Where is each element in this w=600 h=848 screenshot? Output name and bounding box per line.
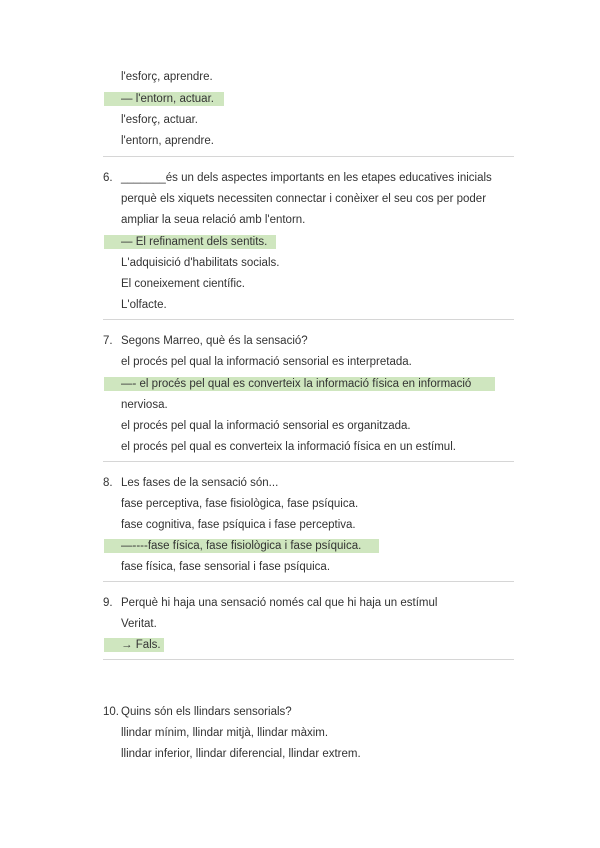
separator	[103, 581, 514, 582]
q9-option-2-correct: → Fals.	[121, 639, 161, 651]
q7-option-4: el procés pel qual es converteix la informació física en un estímul.	[121, 441, 456, 453]
q8-option-3-correct: —----fase física, fase fisiològica i fase psíquica.	[121, 540, 362, 552]
q7-question: Segons Marreo, què és la sensació?	[121, 335, 308, 347]
q5-option-3: l'esforç, actuar.	[121, 114, 198, 126]
q7-option-2-continued: nerviosa.	[121, 399, 168, 411]
q10-option-2: llindar inferior, llindar diferencial, llindar extrem.	[121, 748, 361, 760]
q6-text-line-2: perquè els xiquets necessiten connectar i conèixer el seu cos per poder	[121, 193, 487, 205]
q10-question: Quins són els llindars sensorials?	[121, 706, 292, 718]
q8-option-2: fase cognitiva, fase psíquica i fase perceptiva.	[121, 519, 356, 531]
q6-option-4: L'olfacte.	[121, 299, 167, 311]
q10-option-1: llindar mínim, llindar mitjà, llindar màxim.	[121, 727, 329, 739]
q8-option-4: fase física, fase sensorial i fase psíquica.	[121, 561, 331, 573]
q9-number: 9.	[103, 597, 113, 609]
q8-question: Les fases de la sensació són...	[121, 477, 279, 489]
separator	[103, 461, 514, 462]
q8-option-1: fase perceptiva, fase fisiològica, fase psíquica.	[121, 498, 359, 510]
q6-text-line-3: ampliar la seua relació amb l'entorn.	[121, 214, 306, 226]
q6-option-3: El coneixement científic.	[121, 278, 246, 290]
q7-number: 7.	[103, 335, 113, 347]
separator	[103, 156, 514, 157]
separator	[103, 659, 514, 660]
q7-option-1: el procés pel qual la informació sensorial es interpretada.	[121, 356, 412, 368]
q6-number: 6.	[103, 172, 113, 184]
q7-option-3: el procés pel qual la informació sensorial es organitzada.	[121, 420, 411, 432]
separator	[103, 319, 514, 320]
q7-option-2-correct: —- el procés pel qual es converteix la informació física en informació	[121, 378, 472, 390]
q5-option-4: l'entorn, aprendre.	[121, 135, 214, 147]
q9-option-1: Veritat.	[121, 618, 157, 630]
q5-option-2-correct: — l'entorn, actuar.	[121, 93, 214, 105]
q6-option-1-correct: — El refinament dels sentits.	[121, 236, 268, 248]
q5-option-1: l'esforç, aprendre.	[121, 71, 213, 83]
q10-number: 10.	[103, 706, 119, 718]
q8-number: 8.	[103, 477, 113, 489]
q6-text-line-1: _______és un dels aspectes importants en les etapes educatives inicials	[121, 172, 492, 184]
q9-question: Perquè hi haja una sensació només cal que hi haja un estímul	[121, 597, 438, 609]
q6-option-2: L'adquisició d'habilitats socials.	[121, 257, 280, 269]
